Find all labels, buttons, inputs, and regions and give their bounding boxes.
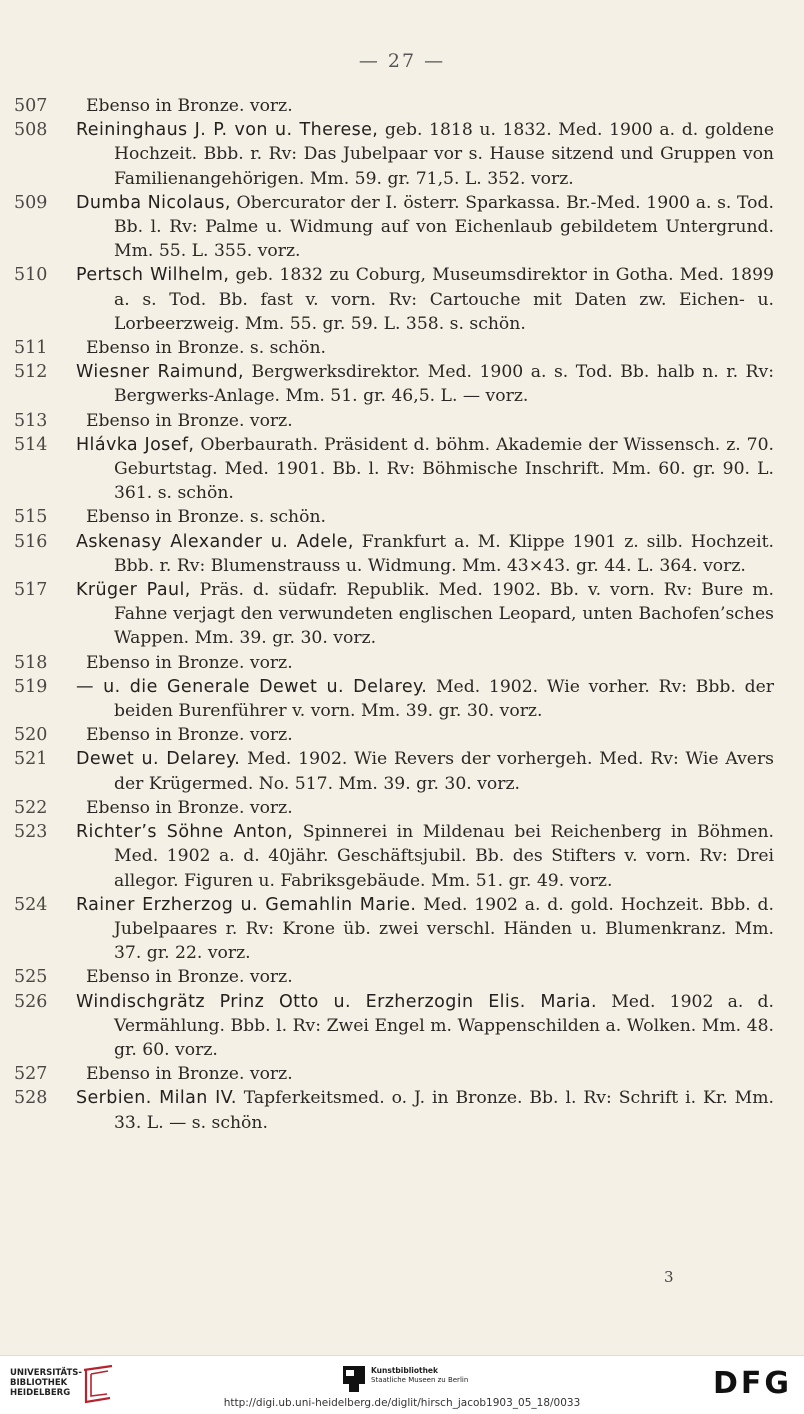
catalog-entry <box>14 118 774 191</box>
entry-text: geb. 1818 u. 1832. Med. 1900 a. d. goldene Hochzeit. Bbb. r. Rv: Das Jubelpaar vor s. Hause sitzend und Gruppen von Familienangehörigen. Mm. 59. gr. 71,5. L. 352. vorz. <box>114 120 774 189</box>
entry-number: 526 <box>14 991 48 1012</box>
entry-text: Tapferkeitsmed. o. J. in Bronze. Bb. l. Rv: Schrift i. Kr. Mm. 33. L. — s. schön. <box>114 1088 774 1133</box>
university-library-text: UNIVERSITÄTS- BIBLIOTHEK HEIDELBERG <box>10 1368 82 1398</box>
entry-name: Krüger Paul, <box>76 580 191 601</box>
entry-number: 508 <box>14 120 48 141</box>
catalog-entry <box>14 530 774 578</box>
entry-name: Richter’s Söhne Anton, <box>76 822 294 843</box>
entry-number: 509 <box>14 192 48 213</box>
entry-number: 514 <box>14 434 48 455</box>
signature-mark: 3 <box>664 1268 674 1286</box>
catalog-entry <box>14 723 774 747</box>
entry-number: 517 <box>14 580 48 601</box>
entry-text: Frankfurt a. M. Klippe 1901 z. silb. Hochzeit. Bbb. r. Rv: Blumenstrauss u. Widmung. Mm. 43×43. gr. 44. L. 364. vorz. <box>114 531 774 576</box>
entry-number: 518 <box>14 652 48 673</box>
dfg-logo[interactable]: DFG <box>712 1366 792 1401</box>
catalog-entry <box>14 990 774 1063</box>
entry-description <box>76 530 774 578</box>
catalog-entry <box>14 747 774 795</box>
entry-text: Ebenso in Bronze. vorz. <box>86 96 293 116</box>
catalog-entry <box>14 965 774 989</box>
catalog-entry <box>14 191 774 264</box>
entry-description <box>76 578 774 651</box>
entry-description <box>76 675 774 723</box>
entry-number: 511 <box>14 338 48 359</box>
entry-text: Bergwerksdirektor. Med. 1900 a. s. Tod. Bb. halb n. r. Rv: Bergwerks-Anlage. Mm. 51. gr. 46,5. L. — vorz. <box>114 362 774 407</box>
entry-text: Med. 1902. Wie vorher. Rv: Bbb. der beiden Burenführer v. vorn. Mm. 39. gr. 30. vorz. <box>114 676 774 722</box>
entry-description <box>76 1086 774 1134</box>
catalog-entry <box>14 336 774 360</box>
entry-description <box>76 820 774 893</box>
entry-number: 510 <box>14 265 48 286</box>
entry-text: Med. 1902 a. d. Vermählung. Bbb. l. Rv: Zwei Engel m. Wappenschilden a. Wolken. Mm. 48. gr. 60. vorz. <box>114 991 774 1060</box>
catalog-entry <box>14 433 774 506</box>
entry-number: 524 <box>14 894 48 915</box>
entry-number: 523 <box>14 822 48 843</box>
entry-text: Präs. d. südafr. Republik. Med. 1902. Bb. v. vorn. Rv: Bure m. Fahne verjagt den verwundeten englischen Leopard, unten Bachofen’sches Wappen. Mm. 39. gr. 30. vorz. <box>114 580 775 649</box>
entry-description <box>76 191 774 264</box>
entry-number: 520 <box>14 725 48 746</box>
entry-name: Wiesner Raimund, <box>76 362 244 383</box>
catalog-entry <box>14 263 774 336</box>
entry-description <box>76 990 774 1063</box>
entry-name: Askenasy Alexander u. Adele, <box>76 531 354 552</box>
kunstbibliothek-logo[interactable] <box>343 1364 483 1394</box>
entry-text: Ebenso in Bronze. vorz. <box>86 410 293 431</box>
entry-text: Ebenso in Bronze. vorz. <box>86 967 293 988</box>
entry-number: 528 <box>14 1088 48 1109</box>
entry-list <box>14 94 774 1135</box>
entry-text: Med. 1902 a. d. gold. Hochzeit. Bbb. d. Jubelpaares r. Rv: Krone üb. zwei verschl. Händen u. Blumenkranz. Mm. 37. gr. 22. vorz. <box>114 894 774 964</box>
catalog-entry <box>14 360 774 408</box>
entry-description <box>76 1062 774 1086</box>
entry-description <box>76 723 774 747</box>
catalog-entry <box>14 94 774 118</box>
footer-bar <box>0 1355 804 1414</box>
entry-number: 515 <box>14 507 48 528</box>
entry-description <box>76 263 774 336</box>
entry-description <box>76 409 774 433</box>
catalog-entry <box>14 1086 774 1134</box>
entry-description <box>76 336 774 360</box>
entry-text: Ebenso in Bronze. vorz. <box>86 1064 293 1085</box>
entry-name: Reininghaus J. P. von u. Therese, <box>76 120 379 141</box>
entry-text: Ebenso in Bronze. s. schön. <box>86 507 327 528</box>
entry-description <box>76 118 774 191</box>
entry-text: Spinnerei in Mildenau bei Reichenberg in Böhmen. Med. 1902 a. d. 40jähr. Geschäftsjubil. Bb. des Stifters v. vorn. Rv: Drei allegor. Figuren u. Fabriksgebäude. Mm. 51. gr. 49. vorz. <box>114 822 775 891</box>
entry-text: Med. 1902. Wie Revers der vorhergeh. Med. Rv: Wie Avers der Krügermed. No. 517. Mm. 39. gr. 30. vorz. <box>114 749 775 794</box>
entry-text: Ebenso in Bronze. vorz. <box>86 652 293 673</box>
catalog-entry <box>14 409 774 433</box>
entry-name: Dewet u. Delarey. <box>76 749 241 770</box>
entry-description <box>76 505 774 529</box>
entry-number: 527 <box>14 1064 48 1085</box>
entry-name: Rainer Erzherzog u. Gemahlin Marie. <box>76 894 417 915</box>
catalog-entry <box>14 1062 774 1086</box>
entry-description <box>76 433 774 506</box>
entry-description <box>76 360 774 408</box>
entry-description <box>76 94 774 118</box>
kunstbibliothek-mark-icon <box>343 1366 365 1392</box>
entry-text: Oberbaurath. Präsident d. böhm. Akademie der Wissensch. z. 70. Geburtstag. Med. 1901. Bb. l. Rv: Böhmische Inschrift. Mm. 60. gr. 90. L. 361. s. schön. <box>114 434 775 504</box>
entry-number: 516 <box>14 531 48 552</box>
entry-description <box>76 893 774 966</box>
entry-name: — u. die Generale Dewet u. Delarey. <box>76 676 428 697</box>
catalog-entry <box>14 820 774 893</box>
entry-description <box>76 747 774 795</box>
entry-name: Pertsch Wilhelm, <box>76 265 230 286</box>
entry-number: 512 <box>14 362 48 383</box>
entry-text: Ebenso in Bronze. vorz. <box>86 725 293 746</box>
catalog-entry <box>14 675 774 723</box>
entry-number: 521 <box>14 749 48 770</box>
entry-number: 513 <box>14 410 48 431</box>
entry-text: Ebenso in Bronze. vorz. <box>86 797 293 818</box>
page-number: — 27 — <box>358 50 446 72</box>
entry-number: 525 <box>14 967 48 988</box>
entry-description <box>76 651 774 675</box>
catalog-entry <box>14 796 774 820</box>
entry-name: Hlávka Josef, <box>76 434 195 455</box>
entry-text: geb. 1832 zu Coburg, Museumsdirektor in Gotha. Med. 1899 a. s. Tod. Bb. fast v. vorn. Rv: Cartouche mit Daten zw. Eichen- u. Lorbeerzweig. Mm. 55. gr. 59. L. 358. s. schön. <box>114 265 774 334</box>
entry-description <box>76 796 774 820</box>
entry-name: Dumba Nicolaus, <box>76 192 231 213</box>
entry-text: Obercurator der I. österr. Sparkassa. Br.-Med. 1900 a. s. Tod. Bb. l. Rv: Palme u. Widmung auf von Eichenlaub gebildetem Untergrund. Mm. 55. L. 355. vorz. <box>114 192 774 262</box>
kunstbibliothek-text: Kunstbibliothek Staatliche Museen zu Berlin <box>371 1366 469 1384</box>
catalog-entry <box>14 505 774 529</box>
permalink-url[interactable]: http://digi.ub.uni-heidelberg.de/diglit/hirsch_jacob1903_05_18/0033 <box>223 1397 581 1409</box>
catalog-entry <box>14 651 774 675</box>
catalog-entry <box>14 578 774 651</box>
entry-name: Windischgrätz Prinz Otto u. Erzherzogin Elis. Maria. <box>76 991 597 1012</box>
entry-description <box>76 965 774 989</box>
entry-name: Serbien. Milan IV. <box>76 1088 237 1109</box>
entry-text: Ebenso in Bronze. s. schön. <box>86 338 327 359</box>
entry-number: 507 <box>14 96 48 116</box>
entry-number: 522 <box>14 797 48 818</box>
catalog-entry <box>14 893 774 966</box>
entry-number: 519 <box>14 676 48 697</box>
